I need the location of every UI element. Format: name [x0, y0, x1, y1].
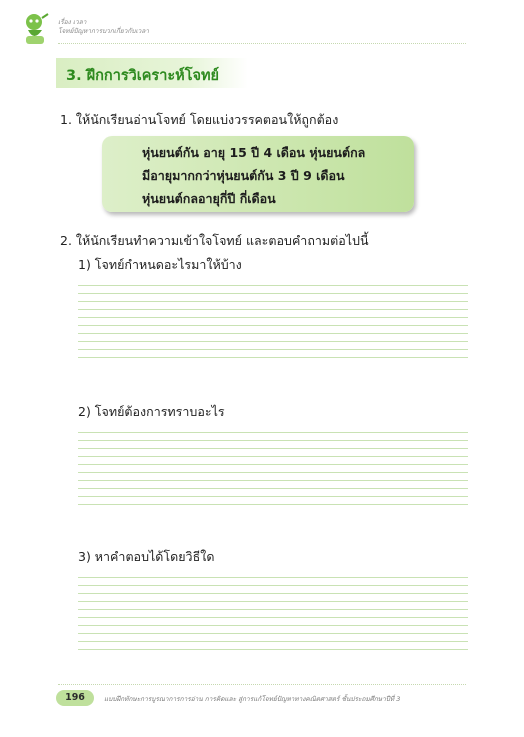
sub-question-3: 3) หาคำตอบได้โดยวิธีใด — [78, 549, 215, 564]
footer-divider — [58, 684, 466, 685]
problem-line-2: มีอายุมากกว่าหุ่นยนต์กัน 3 ปี 9 เดือน — [142, 168, 345, 183]
problem-line-1: หุ่นยนต์กัน อายุ 15 ปี 4 เดือน หุ่นยนต์กล — [142, 145, 366, 160]
green-character-icon — [22, 12, 50, 46]
header-text — [58, 18, 149, 36]
header-line-2: โจทย์ปัญหาการบวกเกี่ยวกับเวลา — [58, 27, 149, 35]
sub-question-1: 1) โจทย์กำหนดอะไรมาให้บ้าง — [78, 257, 242, 272]
header-divider — [58, 43, 466, 44]
answer-lines-2[interactable] — [78, 432, 468, 505]
header-line-1: เรื่อง เวลา — [58, 18, 87, 26]
sub-question-2: 2) โจทย์ต้องการทราบอะไร — [78, 404, 225, 419]
answer-lines-1[interactable] — [78, 285, 468, 358]
section-title: 3. ฝึกการวิเคราะห์โจทย์ — [66, 68, 220, 84]
question-2: 2. ให้นักเรียนทำความเข้าใจโจทย์ และตอบคำถามต่อไปนี้ — [60, 233, 369, 248]
page-number: 196 — [56, 690, 94, 706]
question-1: 1. ให้นักเรียนอ่านโจทย์ โดยแบ่งวรรคตอนให้ถูกต้อง — [60, 112, 339, 127]
answer-lines-3[interactable] — [78, 577, 468, 650]
footer-text: แบบฝึกทักษะการบูรณาการการอ่าน การคิดและ สู่การแก้โจทย์ปัญหาทางคณิตศาสตร์ ชั้นประถมศึกษาปีที่ 3 — [104, 695, 401, 703]
problem-line-3: หุ่นยนต์กลอายุกี่ปี กี่เดือน — [142, 191, 276, 206]
